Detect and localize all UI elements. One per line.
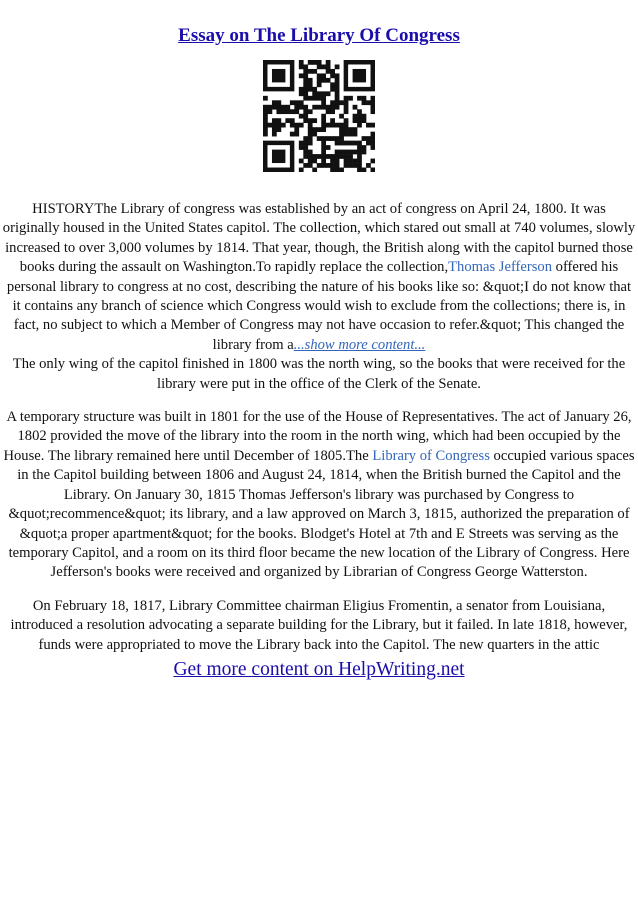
paragraph-text: HISTORYThe Library of congress was established by an act of congress on April 24, 1800. It was originally housed in the United States capitol. The collection, which stared out small at 740 volumes, slowly increased to over 3,000 volumes by 1814. That year, though, the British along with the capitol burned those books during the assault on Washington.To rapidly replace the collection, (2, 201, 636, 276)
paragraph-text: On February 18, 1817, Library Committee chairman Eligius Fromentin, a senator from Louisiana, introduced a resolution advocating a separate building for the Library, but it failed. In late 1818, however, funds were appropriated to move the Library back into the Capitol. The new quarters in the attic (10, 597, 628, 653)
qr-code-icon (263, 60, 375, 172)
paragraph-text: The only wing of the capitol finished in 1800 was the north wing, so the books that were received for the library were put in the office of the Clerk of the Senate. (12, 356, 626, 392)
paragraph-text: A temporary structure was built in 1801 for the use of the House of Representatives. The act of January 26, 1802 provided the move of the library into the room in the north wing, which had been occupied by the House. The library remained here until December of 1805.The (3, 409, 632, 464)
essay-title-link[interactable]: Essay on The Library Of Congress (178, 25, 460, 46)
get-more-content-link[interactable]: Get more content on HelpWriting.net (173, 659, 465, 680)
library-of-congress-link[interactable]: Library of Congress (372, 447, 490, 464)
paragraph-history (2, 200, 636, 394)
paragraph-text: offered his personal library to congress at no cost, describing the nature of his books like so: &quot;I do not know that it contains any branch of science which Congress would wish to exclude from the collections; there is, in fact, no subject to which a Member of Congress may not have occasion to refer.&quot; This changed the library from a (6, 259, 632, 353)
essay-body (2, 200, 636, 669)
paragraph-text: occupied various spaces in the Capitol building between 1806 and August 24, 1814, when the British burned the Capitol and the Library. On January 30, 1815 Thomas Jefferson's library was purchased by Congress to &quot;recommence&quot; its library, and a law approved on March 3, 1815, authorized the preparation of &quot;a proper apartment&quot; for the books. Blodget's Hotel at 7th and E Streets was serving as the temporary Capitol, and a room on its third floor became the new location of the Library of Congress. Here Jefferson's books were received and organized by Librarian of Congress George Watterston. (8, 447, 635, 581)
show-more-link[interactable]: ...show more content... (293, 336, 426, 353)
paragraph-temporary-structure (2, 408, 636, 583)
paragraph-1817 (2, 597, 636, 655)
thomas-jefferson-link[interactable]: Thomas Jefferson (448, 259, 553, 276)
